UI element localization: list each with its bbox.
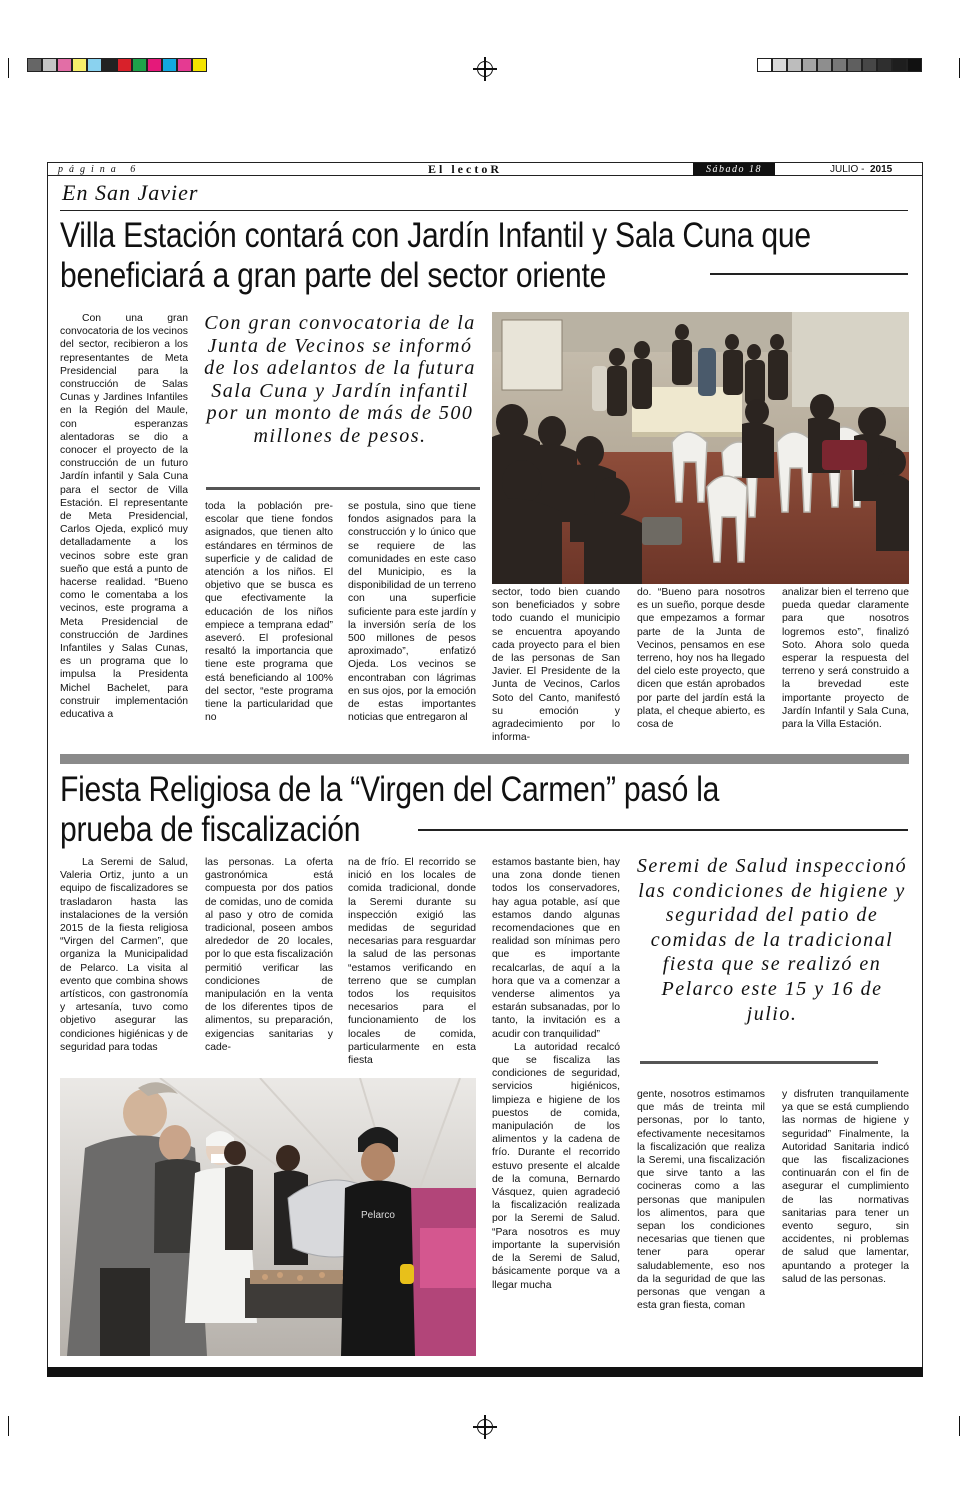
article-2-column-6: y disfruten tranquilamente ya que se está cumpliendo las normas de higiene y seguridad” Finalmente, la Autoridad Sanitaria indicó que las fiscalizaciones continuarán con el fin de asegurar el cumplimiento de las normativas sanitarias para tener un evento seguro, sin accidentes, ni problemas de salud que lamentar, apuntando a proteger la salud de las personas. — [782, 1089, 909, 1285]
grayscale-calibration-bar-right — [757, 58, 922, 72]
color-swatch — [72, 58, 87, 72]
article-2-column-4: estamos bastante bien, hay una zona donde tienen todos los conservadores, hay agua potable, así que estamos dando algunas recomendaciones que en realidad son mínimas pero que es importante recalcarlas, de aquí a la hora que va a comenzar a venderse alimentos ya estarán subsanadas, por lo tanto, la invitación es a acudir con tranquilidad” La autoridad recalcó que se fiscaliza las condiciones de seguridad, servicios higiénicos, limpieza e higiene de los puestos de comida, manipulación de los alimentos y la cadena de frío. Durante el recorrido estuvo presente el alcalde de la comuna, Bernardo Vásquez, quien agradeció la fiscalización realizada por la Seremi de Salud. “Para nosotros es muy importante la supervisión de la Seremi de Salud, básicamente porque va a llegar mucha — [492, 857, 620, 1291]
headline-1-rule — [710, 273, 908, 275]
article-1-column-3: se postula, sino que tiene fondos asignados para la construcción y lo único que se requiere de las comunidades en este caso del Municipio, es la disponibilidad de un terreno con una superficie suficiente para este jardín y la inversión sería de los 500 millones de pesos aproximado”, enfatizó Ojeda. Los vecinos se encontraban con lágrimas en sus ojos, por la emoción de estas importantes noticias que entregaron al — [348, 501, 476, 724]
article-2-column-1: La Seremi de Salud, Valeria Ortiz, junto a un equipo de fiscalizadores se trasladaron hasta las instalaciones de la versión 2015 de la fiesta religiosa “Virgen del Carmen”, que organiza la Municipalidad de Pelarco. La visita al evento que combina shows artísticos, con gastronomía y artesanía, tuvo como objetivo asegurar las condiciones higiénicas y de seguridad para todas — [60, 857, 188, 1053]
section-label: En San Javier — [62, 180, 199, 205]
issue-day: Sábado 18 — [693, 163, 775, 176]
color-swatch — [162, 58, 177, 72]
article-1-column-4: sector, todo bien cuando son beneficiados y sobre todo cuando el municipio se encuentra apoyando cada proyecto para el bien de las personas de San Javier. El Presidente de la Junta de Vecinos, Carlos Soto del Canto, manifestó su emoción y agradecimiento por lo informa- — [492, 587, 620, 744]
color-swatch — [117, 58, 132, 72]
headline-1-line-2: beneficiará a gran parte del sector oriente — [60, 256, 607, 295]
gray-swatch — [877, 58, 892, 72]
color-swatch — [87, 58, 102, 72]
issue-month: JULIO - — [830, 164, 865, 175]
crop-mark-bottom-left — [8, 1416, 9, 1436]
gray-swatch — [772, 58, 787, 72]
registration-mark-top — [477, 61, 493, 77]
article-2-pull-quote: Seremi de Salud inspeccionó las condiciones de higiene y seguridad del patio de comidas de la tradicional fiesta que se realizó en Pelarco este 15 y 16 de julio. — [636, 855, 908, 1025]
crop-mark-bottom-right — [959, 1416, 960, 1436]
article-1-column-5: do. “Bueno para nosotros es un sueño, porque desde que empezamos a formar parte de la Junta de Vecinos, pensamos en ese terreno, hoy nos ha llegado del cielo este proyecto, que dicen que están aprobados por parte del jardín está la plata, el cheque abierto, es cosa de — [637, 587, 765, 731]
color-swatch — [42, 58, 57, 72]
gray-swatch — [757, 58, 772, 72]
gray-swatch — [817, 58, 832, 72]
inspection-photo — [60, 1078, 476, 1356]
folio-bar — [47, 162, 923, 176]
article-1-column-1: Con una gran convocatoria de los vecinos del sector, recibieron a los representantes de Meta Presidencial para la construcción de Salas Cunas y Jardines Infantiles en la Región del Maule, con esperanzas alentadoras se dio a conocer el proyecto de la construcción de un futuro Jardín infantil y Sala Cuna para el sector de Villa Estación. El representante de Meta Presidencial, Carlos Ojeda, explicó muy detalladamente a los vecinos sobre este gran sueño que está a punto de hacerse realidad. “Bueno como le comentaba a los vecinos, este programa a Meta Presidencial de construcción de Jardines Infantiles y Salas Cunas, es un programa que lo impulsa la Presidenta Michel Bachelet, para construir implementación educativa a — [60, 313, 188, 721]
article-separator-band — [60, 754, 909, 764]
gray-swatch — [832, 58, 847, 72]
pull-quote-2-rule — [640, 1061, 878, 1064]
gray-swatch — [907, 58, 922, 72]
apron-logo: Pelarco — [361, 1210, 395, 1221]
crop-mark-top-right — [959, 58, 960, 78]
article-1-column-2: toda la población pre-escolar que tiene fondos asignados, que tienen alto estándares en términos de superficie y de calidad de atención a los niños. El objetivo que se busca es que efectivamente la educación de los niños empiece a temprana edad” aseveró. El profesional resaltó la importancia que tiene este programa que está beneficiando al 100% del sector, “este programa tiene la particularidad que no — [205, 501, 333, 724]
section-divider — [60, 210, 908, 211]
article-2-column-2: las personas. La oferta gastronómica está compuesta por dos patios de comidas, uno de comida al paso y otro de comida tradicional, poseen ambos alrededor de 20 locales, por lo que esta fiscalización permitió verificar las condiciones de manipulación en la venta de los diferentes tipos de alimentos, su preparación, exigencias sanitarias y cade- — [205, 857, 333, 1053]
headline-2-line-1: Fiesta Religiosa de la “Virgen del Carmen” pasó la — [60, 770, 720, 809]
headline-2-rule — [418, 829, 908, 831]
pull-quote-1-rule — [206, 487, 480, 490]
gray-swatch — [802, 58, 817, 72]
article-2-column-5: gente, nosotros estimamos que más de treinta mil personas, por lo tanto, efectivamente necesitamos la fiscalización que realiza la Seremi, una fiscalización que sirve tanto a las cocineras como a las personas que manipulen los alimentos, para que sepan los condiciones necesarias que tienen que tener para operar saludablemente, eso nos da la seguridad de que las personas que vengan a esta gran fiesta, coman — [637, 1089, 765, 1312]
article-1-column-6: analizar bien el terreno que pueda quedar claramente para que nosotros logremos esto”, finalizó Soto. Ahora solo queda esperar la respuesta del terreno y será construido a la brevedad este importante proyecto de Jardín Infantil y Sala Cuna, para la Villa Estación. — [782, 587, 909, 731]
gray-swatch — [892, 58, 907, 72]
gray-swatch — [787, 58, 802, 72]
gray-swatch — [862, 58, 877, 72]
color-swatch — [132, 58, 147, 72]
issue-year: 2015 — [870, 164, 893, 175]
article-2-column-3: na de frío. El recorrido se inició en los locales de comida tradicional, donde la Seremi durante su inspección exigió las medidas de seguridad necesarias para resguardar la salud de las personas “estamos verificando en terreno que se cumplan todos los requisitos necesarios para el funcionamiento de los locales de comida, particularmente en esta fiesta — [348, 857, 476, 1067]
color-swatch — [192, 58, 207, 72]
color-swatch — [102, 58, 117, 72]
meeting-photo — [492, 312, 909, 584]
headline-1-line-1: Villa Estación contará con Jardín Infantil y Sala Cuna que — [60, 216, 811, 255]
publication-name: El lectoR — [428, 162, 502, 176]
color-swatch — [177, 58, 192, 72]
color-swatch — [57, 58, 72, 72]
color-swatch — [147, 58, 162, 72]
registration-mark-bottom — [477, 1419, 493, 1435]
article-1-pull-quote: Con gran convocatoria de la Junta de Vecinos se informó de los adelantos de la futura Sala Cuna y Jardín infantil por un monto de más de 500 millones de pesos. — [204, 312, 476, 447]
page-number: página 6 — [58, 164, 142, 175]
color-calibration-bar-left — [27, 58, 207, 72]
crop-mark-top-left — [8, 58, 9, 78]
gray-swatch — [847, 58, 862, 72]
color-swatch — [27, 58, 42, 72]
page-bottom-bar — [47, 1367, 923, 1377]
headline-2-line-2: prueba de fiscalización — [60, 810, 361, 849]
